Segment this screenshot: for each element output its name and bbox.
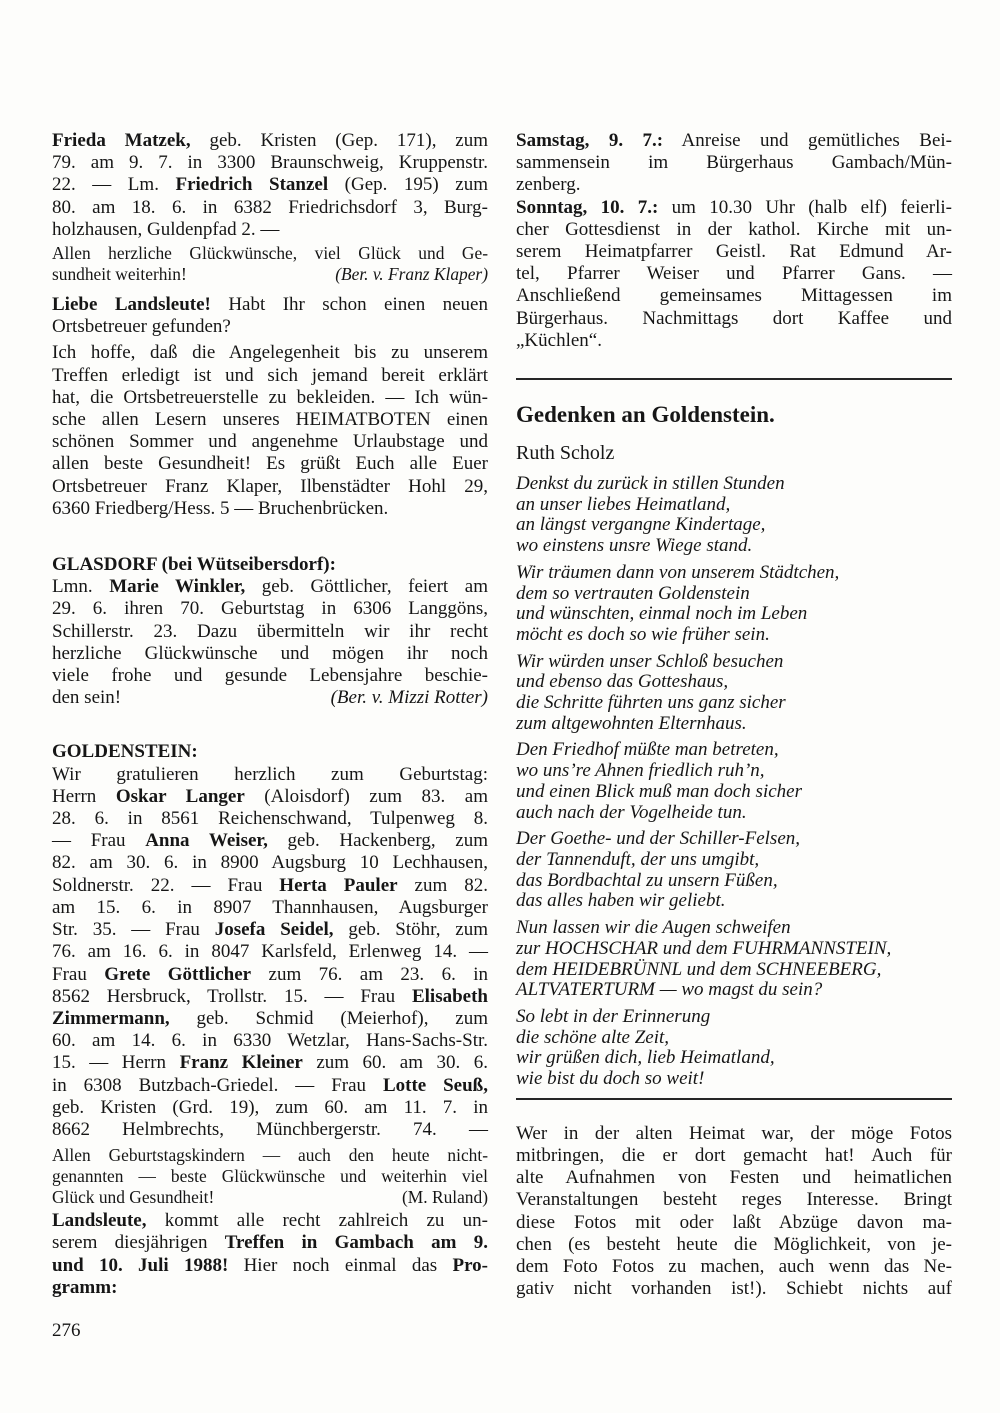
poem-line: zur HOCHSCHAR und dem FUHRMANNSTEIN, [516, 937, 892, 959]
text-segment: 79. am 9. 7. in 3300 Braunschweig, Kruppenstr. [52, 152, 488, 174]
poem-line: ALTVATERTURM — wo magst du sein? [516, 979, 823, 1001]
poem-stanza [516, 1007, 952, 1090]
program-sunday [516, 197, 952, 352]
text-line [52, 852, 488, 874]
text-segment: „Küchlen“. [516, 329, 602, 351]
text-line [52, 197, 488, 219]
text-segment: geb. Kristen (Gep. 171), zum [190, 130, 489, 151]
text-segment: zenberg. [516, 174, 581, 196]
text-line [52, 294, 488, 316]
text-line [52, 243, 488, 264]
text-segment: 28. 6. in 8561 Reichenschwand, Tulpenweg 8. [52, 808, 488, 830]
text-segment: Liebe Landsleute! [52, 294, 211, 316]
text-segment: kommt alle recht zahlreich zu un- [146, 1210, 488, 1232]
text-segment: Friedrich Stanzel [175, 174, 329, 196]
line-left-text [52, 1187, 214, 1208]
text-segment: den sein! [52, 687, 122, 709]
poem-line: und einen Blick muß man doch sicher [516, 780, 802, 802]
text-line [52, 554, 488, 576]
text-segment: diese Fotos mit oder laßt Abzüge davon ma- [516, 1211, 952, 1233]
text-line [52, 786, 488, 808]
text-segment: sammensein im Bürgerhaus Gambach/Mün- [516, 152, 952, 174]
line-credit [335, 264, 488, 285]
text-segment: alte Aufnahmen von Festen und heimatlichen [516, 1167, 952, 1189]
text-segment: serem diesjährigen [52, 1232, 225, 1254]
text-segment: 22. — Lm. [52, 174, 176, 196]
text-segment: Bürgerhaus. Nachmittags dort Kaffee und [516, 307, 952, 329]
text-segment: — Frau [52, 830, 146, 852]
birthday-wishes-note [52, 1145, 488, 1208]
text-segment: Zimmermann, [52, 1007, 170, 1029]
text-segment: geb. Göttlicher, feiert am [245, 576, 488, 598]
line-left-text [52, 264, 187, 285]
text-segment: am 15. 6. in 8907 Thannhausen, Augsburger [52, 896, 488, 918]
greeting-note-klaper [52, 243, 488, 285]
text-segment: Hier noch einmal das [228, 1254, 453, 1276]
poem-line: das alles haben wir geliebt. [516, 890, 726, 912]
poem-stanza [516, 563, 952, 646]
text-line [52, 365, 488, 387]
text-segment: Treffen in Gambach am 9. [224, 1232, 488, 1254]
text-line [52, 316, 488, 338]
text-segment: (Aloisdorf) zum 83. am [244, 785, 488, 807]
text-segment: Herrn [52, 785, 116, 807]
text-segment: zum 76. am 23. 6. in [251, 963, 489, 985]
photos-request [516, 1123, 952, 1301]
text-segment: Lmn. [52, 576, 110, 598]
text-segment: und 10. Juli 1988! [52, 1254, 229, 1276]
text-segment: Ortsbetreuer Franz Klaper, Ilbenstädter Hohl 29, [52, 475, 488, 497]
text-line [52, 342, 488, 364]
text-segment: GLASDORF (bei Wütseibersdorf): [52, 554, 336, 576]
text-line [52, 621, 488, 643]
text-segment: Landsleute, [52, 1210, 147, 1232]
text-segment: dem Foto Fotos zu machen, auch wenn das Ne- [516, 1255, 952, 1277]
text-line [52, 875, 488, 897]
text-line [516, 1256, 952, 1278]
text-segment: Veranstaltungen besteht reges Interesse. Bringt [516, 1189, 952, 1211]
text-segment: (Ber. v. Mizzi Rotter) [330, 687, 488, 709]
text-segment: Anreise und gemütliches Bei- [663, 130, 952, 151]
poem-line: und ebenso das Gotteshaus, [516, 671, 729, 693]
poem-line: Nun lassen wir die Augen schweifen [516, 917, 791, 939]
divider-rule-bottom [516, 1098, 952, 1100]
poem-line: Wir würden unser Schloß besuchen [516, 650, 784, 672]
page-number: 276 [52, 1320, 81, 1341]
text-segment: genannten — beste Glückwünsche und weiterhin viel [52, 1166, 488, 1187]
text-line [52, 1008, 488, 1030]
text-segment: 80. am 18. 6. in 6382 Friedrichsdorf 3, Burg- [52, 196, 488, 218]
text-line [52, 1210, 488, 1232]
text-line [516, 263, 952, 285]
text-segment: tel, Pfarrer Weiser und Pfarrer Gans. — [516, 263, 952, 285]
text-segment: Marie Winkler, [109, 576, 246, 598]
text-segment: 8662 Helmbrechts, Münchbergerstr. 74. — [52, 1118, 488, 1140]
text-segment: 15. — Herrn [52, 1052, 180, 1074]
poem-line: der Tannenduft, der uns umgibt, [516, 848, 760, 870]
poem-line: das Bordbachtal zu unsern Füßen, [516, 869, 778, 891]
article-title: Gedenken an Goldenstein. [516, 402, 775, 428]
divider-rule-top [516, 378, 952, 380]
text-segment: mitbringen, die er dort gemacht hat! Auch für [516, 1144, 952, 1166]
text-line [516, 1189, 952, 1211]
text-segment: cher Gottesdienst in der kathol. Kirche mit un- [516, 218, 952, 240]
text-line [52, 387, 488, 409]
text-line [516, 241, 952, 263]
text-line [516, 152, 952, 174]
text-line [52, 174, 488, 196]
poem-line: Denkst du zurück in stillen Stunden [516, 473, 785, 495]
text-segment: Oskar Langer [115, 785, 245, 807]
text-line [52, 219, 488, 241]
text-line [516, 219, 952, 241]
text-line [52, 665, 488, 687]
text-line [516, 330, 952, 352]
line-left-text [52, 687, 121, 709]
poem-line: Der Goethe- und der Schiller-Felsen, [516, 828, 801, 850]
glasdorf-section [52, 554, 488, 709]
text-segment: zum 60. am 30. 6. [302, 1052, 488, 1074]
text-segment: Frieda Matzek, [52, 130, 191, 151]
text-line [52, 741, 488, 763]
poem-line: Den Friedhof müßte man betreten, [516, 739, 779, 761]
text-segment: Wir gratulieren herzlich zum Geburtstag: [52, 763, 488, 785]
text-segment: schönen Sommer und angenehme Urlaubstage und [52, 431, 488, 453]
poem-line: wie bist du doch so weit! [516, 1068, 705, 1090]
text-segment: Elisabeth [411, 985, 488, 1007]
text-segment: Glück und Gesundheit! [52, 1187, 215, 1208]
text-line [52, 643, 488, 665]
poem-line: wir grüßen dich, lieb Heimatland, [516, 1047, 775, 1069]
text-line [52, 1187, 488, 1208]
text-segment: chen (es besteht heute die Möglichkeit, von je- [516, 1233, 952, 1255]
poem-line: an längst vergangne Kindertage, [516, 514, 766, 536]
author-byline: Ruth Scholz [516, 442, 615, 465]
right-column [516, 130, 952, 1300]
text-line [52, 152, 488, 174]
text-segment: sche allen Lesern unseres HEIMATBOTEN einen [52, 409, 488, 431]
text-segment: sundheit weiterhin! [52, 264, 187, 285]
text-segment: Ich hoffe, daß die Angelegenheit bis zu unserem [52, 342, 488, 364]
poem-stanza [516, 652, 952, 735]
text-segment: Treffen erledigt ist und sich jemand bereit erklärt [52, 364, 488, 386]
text-segment: holzhausen, Guldenpfad 2. — [52, 218, 280, 240]
text-line [52, 409, 488, 431]
text-line [516, 130, 952, 152]
poem-line: die schöne alte Zeit, [516, 1026, 670, 1048]
text-segment: 6360 Friedberg/Hess. 5 — Bruchenbrücken. [52, 497, 389, 519]
text-segment: GOLDENSTEIN: [52, 741, 198, 763]
text-line [52, 1255, 488, 1277]
text-line [52, 453, 488, 475]
text-segment: allen beste Gesundheit! Es grüßt Euch alle Euer [52, 453, 488, 475]
text-line [52, 1075, 488, 1097]
text-line [516, 1212, 952, 1234]
text-line [52, 264, 488, 285]
text-segment: Pro- [452, 1254, 488, 1276]
text-segment: Herta Pauler [279, 874, 398, 896]
text-line [52, 598, 488, 620]
text-line [52, 1232, 488, 1254]
text-segment: Anschließend gemeinsames Mittagessen im [516, 285, 952, 307]
text-segment: Anna Weiser, [145, 830, 268, 852]
poem-line: an unser liebes Heimatland, [516, 493, 731, 515]
text-segment: (Gep. 195) zum [328, 174, 488, 196]
poem-line: dem HEIDEBRÜNNL und dem SCHNEEBERG, [516, 958, 882, 980]
text-segment: geb. Kristen (Grd. 19), zum 60. am 11. 7. in [52, 1096, 488, 1118]
text-line [52, 130, 488, 152]
text-segment: Schillerstr. 23. Dazu übermitteln wir ihr recht [52, 620, 488, 642]
text-line [52, 1145, 488, 1166]
text-line [52, 830, 488, 852]
poem-line: zum altgewohnten Elternhaus. [516, 712, 747, 734]
poem-line: auch nach der Vogelheide tun. [516, 801, 747, 823]
text-segment: herzliche Glückwünsche und mögen ihr noch [52, 642, 488, 664]
entry-frieda-matzek [52, 130, 488, 241]
text-segment: Str. 35. — Frau [52, 919, 215, 941]
poem-line: die Schritte führten uns ganz sicher [516, 692, 786, 714]
text-segment: zum 82. [397, 874, 488, 896]
text-line [52, 431, 488, 453]
text-segment: Samstag, 9. 7.: [516, 130, 664, 151]
line-credit [402, 1187, 488, 1208]
text-segment: 76. am 16. 6. in 8047 Karlsfeld, Erlenweg 14. — [52, 941, 488, 963]
text-line [52, 1277, 488, 1299]
text-segment: 29. 6. ihren 70. Geburtstag in 6306 Langgöns, [52, 598, 488, 620]
goldenstein-section [52, 741, 488, 1141]
poem-stanza [516, 918, 952, 1001]
text-segment: 8562 Hersbruck, Trollstr. 15. — Frau [52, 985, 412, 1007]
text-segment: (Ber. v. Franz Klaper) [335, 264, 488, 285]
text-line [52, 941, 488, 963]
poem-line: So lebt in der Erinnerung [516, 1005, 711, 1027]
left-column [52, 130, 488, 1299]
poem-line: wo uns’re Ahnen friedlich ruh’n, [516, 760, 765, 782]
text-line [516, 285, 952, 307]
poem-line: und wünschten, einmal noch im Leben [516, 603, 808, 625]
text-segment: gativ nicht vorhanden ist!). Schiebt nichts auf [516, 1278, 952, 1300]
text-segment: 82. am 30. 6. in 8900 Augsburg 10 Lechhausen, [52, 852, 488, 874]
text-segment: Allen Geburtstagskindern — auch den heute nicht- [52, 1145, 488, 1166]
text-segment: (M. Ruland) [402, 1187, 488, 1208]
text-segment: geb. Hackenberg, zum [267, 830, 488, 852]
text-segment: geb. Stöhr, zum [333, 919, 489, 941]
text-segment: Wer in der alten Heimat war, der möge Fotos [516, 1122, 952, 1144]
text-line [52, 919, 488, 941]
text-line [516, 1123, 952, 1145]
text-segment: Habt Ihr schon einen neuen [210, 294, 488, 316]
text-segment: Allen herzliche Glückwünsche, viel Glück und Ge- [52, 243, 488, 264]
text-segment: geb. Schmid (Meierhof), zum [169, 1007, 488, 1029]
text-segment: Ortsbetreuer gefunden? [52, 316, 231, 338]
text-line [52, 764, 488, 786]
text-line [52, 1097, 488, 1119]
text-segment: Soldnerstr. 22. — Frau [52, 874, 280, 896]
poem-line: möcht es doch so wie früher sein. [516, 623, 770, 645]
text-segment: gramm: [52, 1276, 118, 1298]
text-segment: Grete Göttlicher [104, 963, 252, 985]
text-line [516, 197, 952, 219]
text-segment: Sonntag, 10. 7.: [516, 196, 659, 218]
text-line [52, 964, 488, 986]
text-segment: Josefa Seidel, [214, 919, 334, 941]
text-line [52, 1119, 488, 1141]
text-segment: Franz Kleiner [179, 1052, 303, 1074]
program-saturday [516, 130, 952, 197]
text-line [52, 687, 488, 709]
text-segment: Frau [52, 963, 105, 985]
poem-line: wo einstens unsre Wiege stand. [516, 535, 753, 557]
text-segment: hat, die Ortsbetreuerstelle zu bekleiden. — Ich wün- [52, 386, 488, 408]
poem-stanza [516, 474, 952, 557]
poem-line: dem so vertrauten Goldenstein [516, 582, 750, 604]
text-line [516, 174, 952, 196]
text-line [516, 1278, 952, 1300]
text-segment: serem Heimatpfarrer Geistl. Rat Edmund Ar- [516, 241, 952, 263]
poem-stanza [516, 740, 952, 823]
ortsbetreuer-question [52, 294, 488, 338]
text-line [52, 1030, 488, 1052]
text-segment: Lotte Seuß, [382, 1074, 488, 1096]
text-line [52, 576, 488, 598]
text-segment: 60. am 14. 6. in 6330 Wetzlar, Hans-Sachs-Str. [52, 1030, 488, 1052]
text-line [52, 986, 488, 1008]
text-line [52, 1052, 488, 1074]
line-credit [331, 687, 488, 709]
treffen-announcement [52, 1210, 488, 1299]
text-line [52, 498, 488, 520]
text-line [516, 1234, 952, 1256]
text-segment: in 6308 Butzbach-Griedel. — Frau [52, 1074, 383, 1096]
text-line [52, 808, 488, 830]
text-line [516, 1167, 952, 1189]
text-segment: um 10.30 Uhr (halb elf) feierli- [658, 196, 953, 218]
poem-line: Wir träumen dann von unserem Städtchen, [516, 561, 840, 583]
text-segment: viele frohe und gesunde Lebensjahre beschie- [52, 665, 488, 687]
goldenstein-poem [516, 474, 952, 1090]
poem-stanza [516, 829, 952, 912]
text-line [516, 308, 952, 330]
text-line [52, 476, 488, 498]
text-line [52, 897, 488, 919]
klaper-message [52, 342, 488, 520]
text-line [52, 1166, 488, 1187]
text-line [516, 1145, 952, 1167]
